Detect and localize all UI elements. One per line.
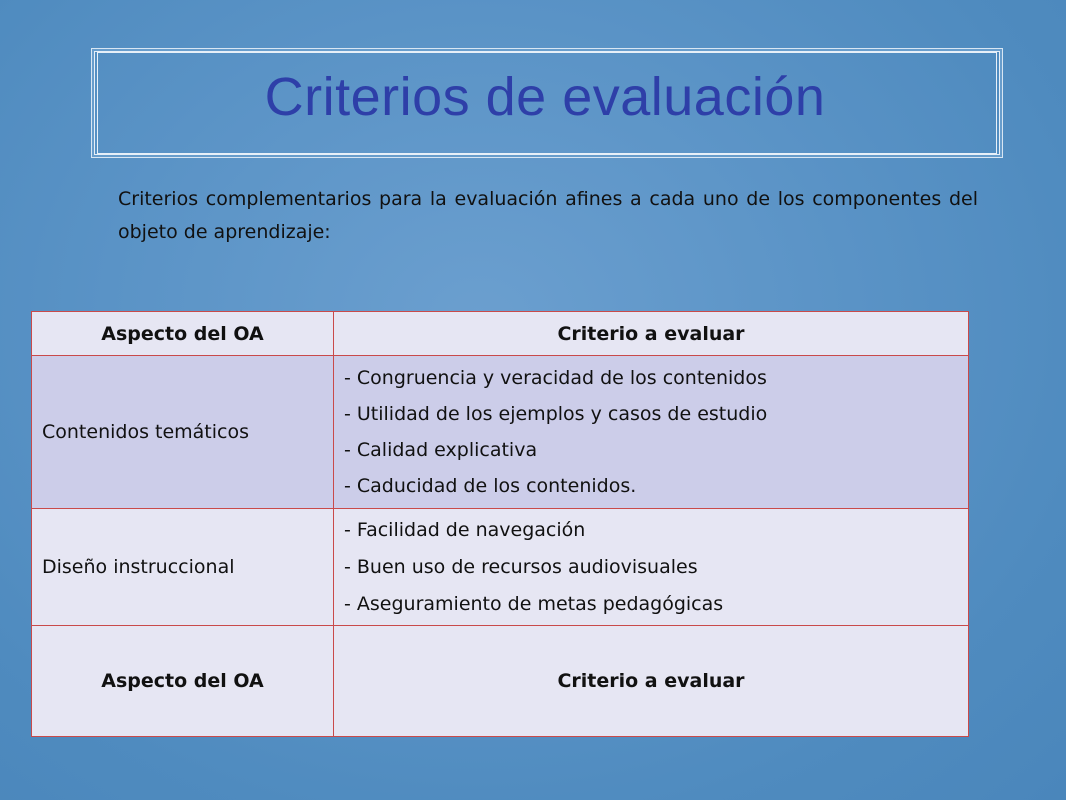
header-aspect: Aspecto del OA [32,312,334,356]
title-box [91,48,1003,158]
criteria-cell [334,356,969,509]
table-header-row [32,312,969,356]
intro-text: Criterios complementarios para la evaluación afines a cada uno de los componentes del objeto de aprendizaje: [118,188,978,243]
criterion-item: - Aseguramiento de metas pedagógicas [344,592,724,615]
criteria-list [344,512,958,623]
footer-aspect: Aspecto del OA [32,626,334,737]
table-footer-row [32,626,969,737]
criterion-item: - Congruencia y veracidad de los contenidos [344,367,767,389]
table-row [32,509,969,626]
aspect-cell: Contenidos temáticos [32,356,334,509]
footer-criterion: Criterio a evaluar [334,626,969,737]
header-criterion: Criterio a evaluar [334,312,969,356]
criterion-item: - Caducidad de los contenidos. [344,475,637,497]
criterion-item: - Utilidad de los ejemplos y casos de estudio [344,403,768,425]
table-row [32,356,969,509]
criteria-table [31,311,969,737]
criterion-item: - Facilidad de navegación [344,518,586,541]
aspect-cell: Diseño instruccional [32,509,334,626]
criteria-list [344,360,958,504]
slide-title: Criterios de evaluación [264,67,826,127]
criterion-item: - Buen uso de recursos audiovisuales [344,555,698,578]
criteria-cell [334,509,969,626]
criterion-item: - Calidad explicativa [344,439,538,461]
